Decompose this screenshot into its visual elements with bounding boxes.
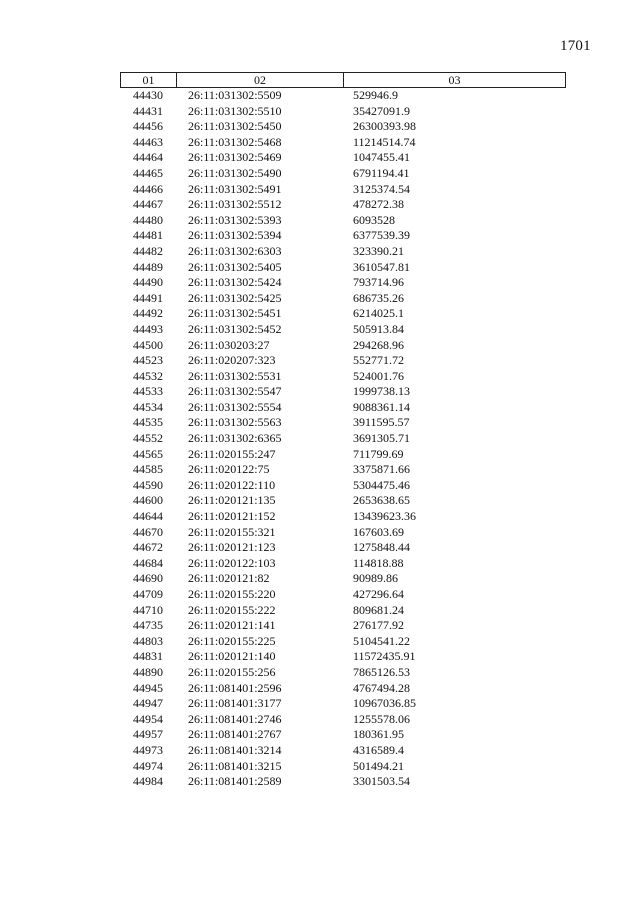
table-row: [120, 228, 566, 244]
table-row: [120, 634, 566, 650]
table-cell-col-01: 44974: [133, 758, 163, 773]
table-cell-col-03: 711799.69: [353, 446, 404, 461]
table-row: [120, 431, 566, 447]
table-cell-col-02: 26:11:081401:2589: [188, 774, 282, 789]
table-cell-col-02: 26:11:020155:321: [188, 524, 276, 539]
table-cell-col-03: 809681.24: [353, 602, 404, 617]
table-cell-col-02: 26:11:031302:5405: [188, 259, 282, 274]
header-col-03: 03: [448, 73, 461, 87]
table-cell-col-01: 44493: [133, 321, 163, 336]
table-cell-col-03: 524001.76: [353, 368, 404, 383]
table-cell-col-02: 26:11:031302:5490: [188, 165, 282, 180]
table-row: [120, 400, 566, 416]
table-cell-col-01: 44565: [133, 446, 163, 461]
table-cell-col-03: 11572435.91: [353, 649, 416, 664]
table-row: [120, 618, 566, 634]
table-cell-col-01: 44534: [133, 399, 163, 414]
table-cell-col-03: 3125374.54: [353, 181, 410, 196]
table-cell-col-03: 505913.84: [353, 321, 404, 336]
table-cell-col-01: 44690: [133, 571, 163, 586]
table-cell-col-02: 26:11:031302:5469: [188, 150, 282, 165]
table-cell-col-01: 44492: [133, 306, 163, 321]
table-header: [120, 72, 566, 88]
table-cell-col-01: 44463: [133, 134, 163, 149]
table-cell-col-03: 114818.88: [353, 555, 404, 570]
table-cell-col-02: 26:11:031302:5394: [188, 228, 282, 243]
table-cell-col-03: 323390.21: [353, 243, 404, 258]
table-cell-col-03: 6791194.41: [353, 165, 410, 180]
table-cell-col-01: 44709: [133, 587, 163, 601]
table-cell-col-01: 44500: [133, 337, 163, 352]
table-cell-col-02: 26:11:031302:5510: [188, 103, 282, 118]
table-cell-col-03: 5304475.46: [353, 477, 410, 492]
table-cell-col-03: 6377539.39: [353, 228, 410, 243]
table-row: [120, 338, 566, 354]
table-row: [120, 182, 566, 198]
table-row: [120, 556, 566, 572]
table-row: [120, 306, 566, 322]
table-cell-col-01: 44456: [133, 119, 163, 134]
table-cell-col-01: 44532: [133, 368, 163, 383]
table-cell-col-03: 501494.21: [353, 758, 404, 773]
table-cell-col-02: 26:11:081401:2596: [188, 680, 282, 695]
table-cell-col-01: 44670: [133, 524, 163, 539]
table-cell-col-02: 26:11:031302:5452: [188, 321, 282, 336]
table-cell-col-03: 4767494.28: [353, 680, 410, 695]
table-cell-col-03: 1275848.44: [353, 540, 410, 555]
table-cell-col-03: 7865126.53: [353, 664, 410, 679]
table-row: [120, 681, 566, 697]
table-cell-col-03: 180361.95: [353, 727, 404, 742]
table-cell-col-03: 3691305.71: [353, 431, 410, 446]
table-row: [120, 587, 566, 603]
table-cell-col-02: 26:11:031302:5509: [188, 88, 282, 102]
table-cell-col-03: 3610547.81: [353, 259, 410, 274]
table-row: [120, 478, 566, 494]
table-cell-col-03: 13439623.36: [353, 509, 416, 524]
table-cell-col-03: 427296.64: [353, 587, 404, 601]
table-cell-col-01: 44890: [133, 664, 163, 679]
table-cell-col-03: 167603.69: [353, 524, 404, 539]
table-cell-col-03: 5104541.22: [353, 633, 410, 648]
table-cell-col-02: 26:11:020122:103: [188, 555, 276, 570]
table-cell-col-02: 26:11:031302:5491: [188, 181, 282, 196]
table-cell-col-02: 26:11:031302:5450: [188, 119, 282, 134]
table-cell-col-03: 1255578.06: [353, 711, 410, 726]
table-cell-col-01: 44954: [133, 711, 163, 726]
table-row: [120, 135, 566, 151]
table-cell-col-02: 26:11:020121:141: [188, 618, 276, 633]
table-cell-col-02: 26:11:020155:225: [188, 633, 276, 648]
table-row: [120, 88, 566, 104]
table-cell-col-01: 44552: [133, 431, 163, 446]
table-cell-col-02: 26:11:081401:3214: [188, 742, 282, 757]
table-row: [120, 696, 566, 712]
table-cell-col-03: 4316589.4: [353, 742, 404, 757]
table-cell-col-02: 26:11:081401:3177: [188, 696, 282, 711]
table-cell-col-03: 294268.96: [353, 337, 404, 352]
table-row: [120, 759, 566, 775]
table-cell-col-01: 44465: [133, 165, 163, 180]
table-cell-col-01: 44430: [133, 88, 163, 102]
table-cell-col-01: 44590: [133, 477, 163, 492]
table-row: [120, 322, 566, 338]
table-cell-col-02: 26:11:020121:135: [188, 493, 276, 508]
table-cell-col-03: 10967036.85: [353, 696, 416, 711]
table-cell-col-01: 44710: [133, 602, 163, 617]
table-cell-col-02: 26:11:031302:5393: [188, 212, 282, 227]
table-cell-col-02: 26:11:020121:152: [188, 509, 276, 524]
table-row: [120, 712, 566, 728]
table-cell-col-03: 3911595.57: [353, 415, 410, 430]
table-row: [120, 727, 566, 743]
table-cell-col-03: 11214514.74: [353, 134, 416, 149]
table-cell-col-02: 26:11:031302:5451: [188, 306, 282, 321]
table-cell-col-03: 3375871.66: [353, 462, 410, 477]
table-row: [120, 649, 566, 665]
table-cell-col-02: 26:11:030203:27: [188, 337, 270, 352]
table-cell-col-01: 44481: [133, 228, 163, 243]
table-cell-col-02: 26:11:020155:256: [188, 664, 276, 679]
table-cell-col-02: 26:11:031302:5424: [188, 275, 282, 290]
table-cell-col-02: 26:11:031302:6365: [188, 431, 282, 446]
table-cell-col-01: 44535: [133, 415, 163, 430]
table-cell-col-03: 552771.72: [353, 353, 404, 368]
table-cell-col-02: 26:11:020121:123: [188, 540, 276, 555]
table-row: [120, 166, 566, 182]
table-row: [120, 774, 566, 790]
table-cell-col-03: 35427091.9: [353, 103, 410, 118]
table-row: [120, 244, 566, 260]
table-cell-col-02: 26:11:020155:247: [188, 446, 276, 461]
table-row: [120, 104, 566, 120]
table-cell-col-03: 276177.92: [353, 618, 404, 633]
table-cell-col-02: 26:11:020155:222: [188, 602, 276, 617]
table-row: [120, 384, 566, 400]
table-cell-col-01: 44464: [133, 150, 163, 165]
table-cell-col-01: 44947: [133, 696, 163, 711]
table-cell-col-01: 44466: [133, 181, 163, 196]
table-cell-col-01: 44523: [133, 353, 163, 368]
table-row: [120, 369, 566, 385]
table-cell-col-01: 44957: [133, 727, 163, 742]
table-cell-col-01: 44945: [133, 680, 163, 695]
table-cell-col-03: 9088361.14: [353, 399, 410, 414]
table-cell-col-01: 44735: [133, 618, 163, 633]
table-cell-col-01: 44600: [133, 493, 163, 508]
table-cell-col-03: 90989.86: [353, 571, 398, 586]
table-cell-col-01: 44467: [133, 197, 163, 212]
table-row: [120, 415, 566, 431]
table-cell-col-01: 44672: [133, 540, 163, 555]
table-row: [120, 540, 566, 556]
table-cell-col-02: 26:11:020207:323: [188, 353, 276, 368]
table-cell-col-03: 529946.9: [353, 88, 398, 102]
table-row: [120, 603, 566, 619]
table-row: [120, 150, 566, 166]
page-number: 1701: [560, 38, 591, 54]
table-cell-col-02: 26:11:031302:5531: [188, 368, 282, 383]
data-table: [120, 72, 566, 790]
table-row: [120, 291, 566, 307]
header-col-01: 01: [121, 73, 177, 87]
table-cell-col-02: 26:11:020122:75: [188, 462, 270, 477]
table-cell-col-01: 44533: [133, 384, 163, 399]
table-row: [120, 665, 566, 681]
table-body: [120, 88, 566, 790]
table-cell-col-01: 44973: [133, 742, 163, 757]
table-cell-col-02: 26:11:081401:2767: [188, 727, 282, 742]
table-cell-col-02: 26:11:020122:110: [188, 477, 276, 492]
table-row: [120, 447, 566, 463]
table-cell-col-01: 44482: [133, 243, 163, 258]
table-row: [120, 509, 566, 525]
table-cell-col-02: 26:11:081401:3215: [188, 758, 282, 773]
table-cell-col-01: 44491: [133, 290, 163, 305]
table-cell-col-03: 478272.38: [353, 197, 404, 212]
table-row: [120, 275, 566, 291]
table-cell-col-03: 793714.96: [353, 275, 404, 290]
table-cell-col-01: 44984: [133, 774, 163, 789]
table-cell-col-01: 44585: [133, 462, 163, 477]
table-cell-col-01: 44480: [133, 212, 163, 227]
table-cell-col-02: 26:11:081401:2746: [188, 711, 282, 726]
table-row: [120, 525, 566, 541]
table-cell-col-03: 6093528: [353, 212, 395, 227]
table-cell-col-02: 26:11:020155:220: [188, 587, 276, 601]
table-cell-col-01: 44831: [133, 649, 163, 664]
table-cell-col-03: 3301503.54: [353, 774, 410, 789]
table-cell-col-01: 44489: [133, 259, 163, 274]
table-row: [120, 213, 566, 229]
table-cell-col-02: 26:11:020121:140: [188, 649, 276, 664]
table-cell-col-01: 44644: [133, 509, 163, 524]
table-cell-col-02: 26:11:031302:5425: [188, 290, 282, 305]
table-cell-col-02: 26:11:031302:5468: [188, 134, 282, 149]
header-col-02: 02: [177, 73, 344, 87]
table-row: [120, 493, 566, 509]
table-row: [120, 353, 566, 369]
table-cell-col-02: 26:11:031302:5547: [188, 384, 282, 399]
table-cell-col-03: 686735.26: [353, 290, 404, 305]
table-cell-col-01: 44684: [133, 555, 163, 570]
table-cell-col-03: 1047455.41: [353, 150, 410, 165]
table-cell-col-02: 26:11:020121:82: [188, 571, 270, 586]
table-row: [120, 260, 566, 276]
table-cell-col-02: 26:11:031302:5512: [188, 197, 282, 212]
table-row: [120, 462, 566, 478]
table-cell-col-03: 26300393.98: [353, 119, 416, 134]
table-row: [120, 571, 566, 587]
table-cell-col-02: 26:11:031302:6303: [188, 243, 282, 258]
table-cell-col-02: 26:11:031302:5563: [188, 415, 282, 430]
table-cell-col-02: 26:11:031302:5554: [188, 399, 282, 414]
table-cell-col-03: 1999738.13: [353, 384, 410, 399]
table-cell-col-03: 2653638.65: [353, 493, 410, 508]
table-cell-col-03: 6214025.1: [353, 306, 404, 321]
table-cell-col-01: 44431: [133, 103, 163, 118]
table-row: [120, 197, 566, 213]
table-cell-col-01: 44490: [133, 275, 163, 290]
table-row: [120, 119, 566, 135]
table-cell-col-01: 44803: [133, 633, 163, 648]
table-row: [120, 743, 566, 759]
